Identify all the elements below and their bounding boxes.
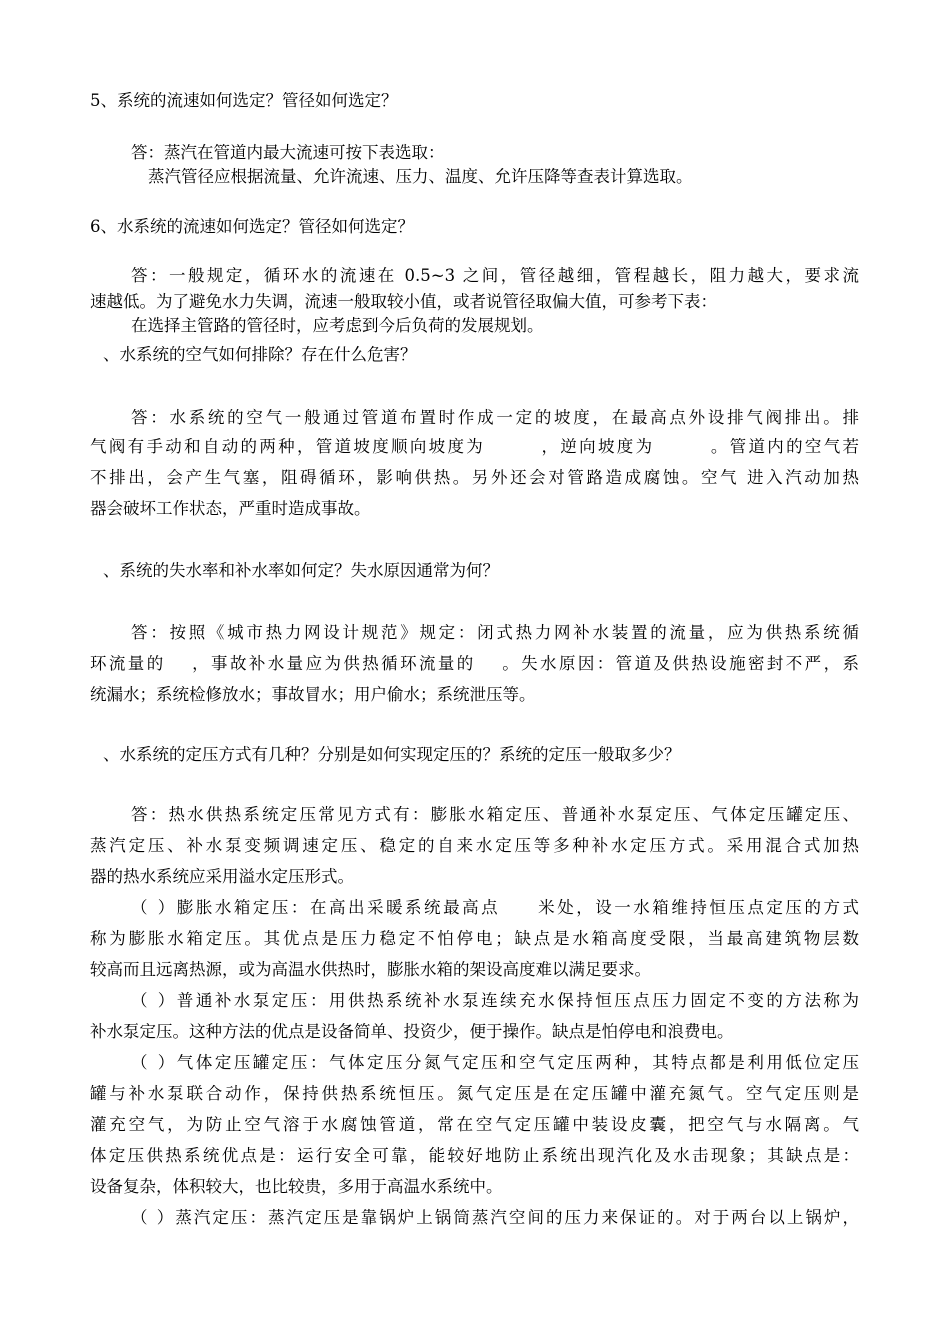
method-3-line-2: 罐与补水泵联合动作，保持供热系统恒压。氮气定压是在定压罐中灌充氮气。空气定压则是 (90, 1084, 859, 1103)
answer-water-loss-line-2: 环流量的 ，事故补水量应为供热循环流量的 。失水原因：管道及供热设施密封不严，系 (90, 654, 859, 673)
method-3-line-5: 设备复杂，体积较大，也比较贵，多用于高温水系统中。 (90, 1177, 503, 1196)
answer-air-line-2: 气阀有手动和自动的两种，管道坡度顺向坡度为 ，逆向坡度为 。管道内的空气若 (90, 437, 859, 456)
method-1-line-1: （ ）膨胀水箱定压：在高出采暖系统最高点 米处，设一水箱维持恒压点定压的方式 (131, 898, 859, 917)
answer-6-line-2: 速越低。为了避免水力失调，流速一般取较小值，或者说管径取偏大值，可参考下表： (90, 292, 717, 311)
method-3-line-1: （ ）气体定压罐定压：气体定压分氮气定压和空气定压两种，其特点都是利用低位定压 (131, 1053, 859, 1072)
answer-pressure-line-1: 答：热水供热系统定压常见方式有：膨胀水箱定压、普通补水泵定压、气体定压罐定压、 (131, 805, 859, 824)
answer-pressure-line-2: 蒸汽定压、补水泵变频调速定压、稳定的自来水定压等多种补水定压方式。采用混合式加热 (90, 836, 859, 855)
answer-air-line-1: 答：水系统的空气一般通过管道布置时作成一定的坡度，在最高点外设排气阀排出。排 (131, 408, 859, 427)
answer-air-line-3: 不排出，会产生气塞，阻碍循环，影响供热。另外还会对管路造成腐蚀。空气 进入汽动加热 (90, 468, 859, 487)
question-pressure-heading: 、水系统的定压方式有几种？分别是如何实现定压的？系统的定压一般取多少？ (103, 745, 681, 764)
question-6-heading: 6、水系统的流速如何选定？管径如何选定？ (90, 217, 414, 236)
answer-air-line-4: 器会破坏工作状态，严重时造成事故。 (90, 499, 371, 518)
question-air-heading: 、水系统的空气如何排除？存在什么危害？ (103, 345, 417, 364)
answer-6-line-3: 在选择主管路的管径时，应考虑到今后负荷的发展规划。 (131, 316, 544, 335)
answer-pressure-line-3: 器的热水系统应采用溢水定压形式。 (90, 867, 354, 886)
answer-water-loss-line-1: 答：按照《城市热力网设计规范》规定：闭式热力网补水装置的流量，应为供热系统循 (131, 623, 859, 642)
answer-6-line-1: 答：一般规定，循环水的流速在 0.5~3 之间，管径越细，管程越长，阻力越大，要求流 (131, 266, 859, 285)
question-5-heading: 5、系统的流速如何选定？管径如何选定？ (90, 91, 398, 110)
method-2-line-1: （ ）普通补水泵定压：用供热系统补水泵连续充水保持恒压点压力固定不变的方法称为 (131, 991, 859, 1010)
method-2-line-2: 补水泵定压。这种方法的优点是设备简单、投资少，便于操作。缺点是怕停电和浪费电。 (90, 1022, 734, 1041)
method-3-line-4: 体定压供热系统优点是：运行安全可靠，能较好地防止系统出现汽化及水击现象；其缺点是： (90, 1146, 859, 1165)
answer-5-line-2: 蒸汽管径应根据流量、允许流速、压力、温度、允许压降等查表计算选取。 (148, 167, 693, 186)
answer-5-line-1: 答：蒸汽在管道内最大流速可按下表选取： (131, 143, 445, 162)
answer-water-loss-line-3: 统漏水；系统检修放水；事故冒水；用户偷水；系统泄压等。 (90, 685, 536, 704)
method-1-line-2: 称为膨胀水箱定压。其优点是压力稳定不怕停电；缺点是水箱高度受限，当最高建筑物层数 (90, 929, 859, 948)
method-1-line-3: 较高而且远离热源，或为高温水供热时，膨胀水箱的架设高度难以满足要求。 (90, 960, 651, 979)
question-water-loss-heading: 、系统的失水率和补水率如何定？失水原因通常为何？ (103, 561, 499, 580)
method-3-line-3: 灌充空气，为防止空气溶于水腐蚀管道，常在空气定压罐中装设皮囊，把空气与水隔离。气 (90, 1115, 859, 1134)
method-4-line-1: （ ）蒸汽定压：蒸汽定压是靠锅炉上锅筒蒸汽空间的压力来保证的。对于两台以上锅炉， (131, 1208, 859, 1227)
